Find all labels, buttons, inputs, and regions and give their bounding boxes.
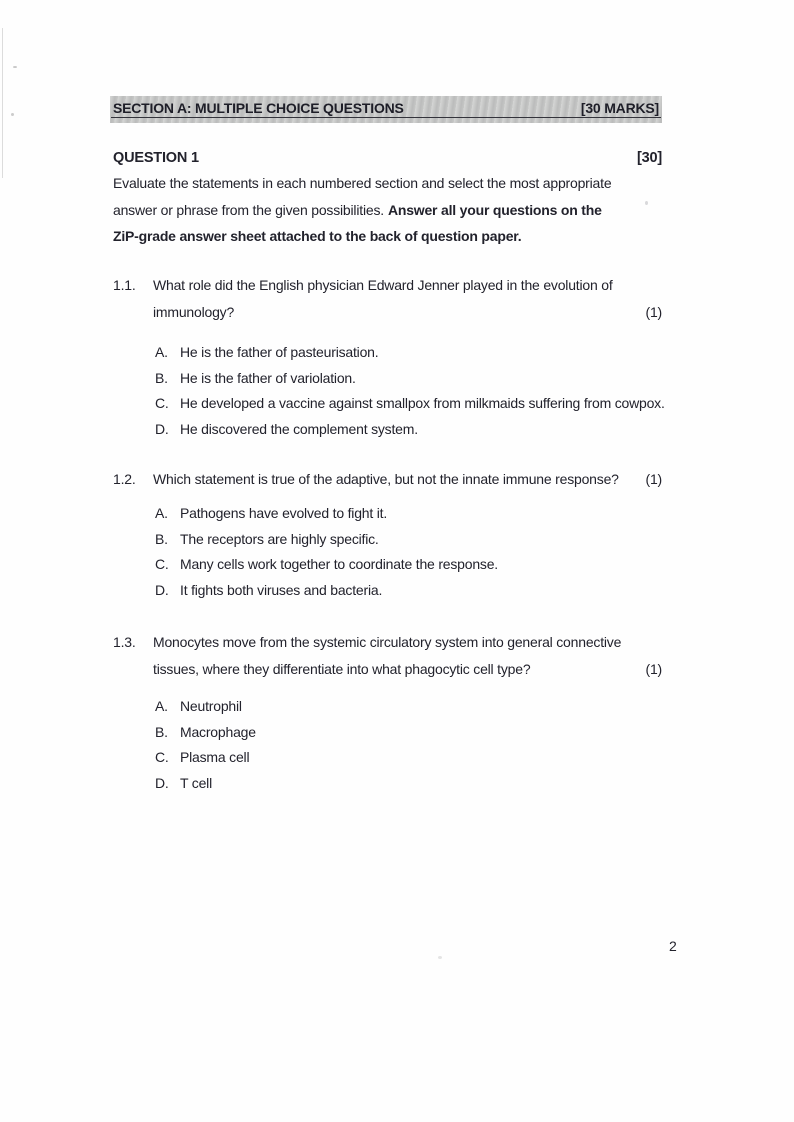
option-c bbox=[155, 552, 662, 578]
option-letter: C. bbox=[155, 749, 169, 766]
option-letter: C. bbox=[155, 395, 169, 412]
option-d bbox=[155, 771, 662, 797]
question-marks: (1) bbox=[645, 304, 662, 320]
option-text: He developed a vaccine against smallpox from milkmaids suffering from cowpox. bbox=[180, 395, 665, 412]
instructions-text: Evaluate the statements in each numbered section and select the most appropriate bbox=[113, 175, 612, 191]
question-text-line bbox=[113, 299, 662, 326]
option-b bbox=[155, 366, 662, 392]
section-marks: [30 MARKS] bbox=[580, 100, 659, 116]
question1-heading-row bbox=[113, 145, 662, 172]
option-letter: D. bbox=[155, 421, 169, 438]
question-text-line bbox=[113, 272, 662, 299]
instructions-text: answer or phrase from the given possibilities. bbox=[113, 201, 384, 218]
question-text: Which statement is true of the adaptive, but not the innate immune response? bbox=[153, 471, 619, 487]
question1-heading-marks: [30] bbox=[637, 150, 662, 166]
option-letter: C. bbox=[155, 556, 169, 573]
question-number: 1.2. bbox=[113, 471, 136, 487]
question-1-1 bbox=[113, 272, 665, 443]
scan-speck bbox=[11, 113, 14, 116]
options-list bbox=[113, 501, 662, 604]
question-text-line bbox=[113, 629, 662, 656]
section-header-bar bbox=[110, 96, 662, 123]
option-letter: B. bbox=[155, 723, 168, 740]
scan-edge-line bbox=[2, 28, 3, 178]
question-text: immunology? bbox=[153, 304, 235, 320]
page-number: 2 bbox=[669, 938, 677, 954]
option-text: T cell bbox=[180, 775, 212, 792]
question-text-line bbox=[113, 656, 662, 683]
option-letter: A. bbox=[155, 344, 168, 360]
question-text: What role did the English physician Edward Jenner played in the evolution of bbox=[153, 277, 613, 293]
option-b bbox=[155, 527, 662, 553]
question-marks: (1) bbox=[645, 661, 662, 677]
option-a bbox=[155, 694, 662, 720]
section-title: SECTION A: MULTIPLE CHOICE QUESTIONS bbox=[113, 100, 404, 116]
option-text: He is the father of pasteurisation. bbox=[180, 344, 379, 360]
scan-speck bbox=[13, 66, 17, 68]
option-text: Pathogens have evolved to fight it. bbox=[180, 505, 388, 521]
option-letter: B. bbox=[155, 369, 168, 386]
option-a bbox=[155, 501, 662, 527]
option-d bbox=[155, 578, 662, 604]
option-letter: B. bbox=[155, 530, 168, 547]
question-number: 1.3. bbox=[113, 634, 136, 650]
option-text: Many cells work together to coordinate the response. bbox=[180, 556, 498, 573]
options-list bbox=[113, 694, 662, 797]
instructions-line-2 bbox=[113, 197, 662, 224]
instructions-line-3 bbox=[113, 223, 662, 250]
question-1-2 bbox=[113, 466, 662, 604]
option-text: He is the father of variolation. bbox=[180, 369, 356, 386]
question-marks: (1) bbox=[645, 471, 662, 487]
section-header-inner bbox=[111, 96, 661, 118]
option-b bbox=[155, 720, 662, 746]
question1-heading: QUESTION 1 bbox=[113, 150, 199, 166]
option-letter: D. bbox=[155, 582, 169, 599]
instructions bbox=[113, 170, 662, 250]
question-number: 1.1. bbox=[113, 277, 136, 293]
question-text-line bbox=[113, 466, 662, 493]
scan-speck bbox=[438, 956, 442, 959]
question-text: Monocytes move from the systemic circulatory system into general connective bbox=[153, 634, 622, 650]
option-letter: A. bbox=[155, 505, 168, 521]
options-list bbox=[113, 340, 665, 443]
option-text: It fights both viruses and bacteria. bbox=[180, 582, 383, 599]
option-a bbox=[155, 340, 662, 366]
option-letter: D. bbox=[155, 775, 169, 792]
option-text: The receptors are highly specific. bbox=[180, 530, 379, 547]
option-text: Macrophage bbox=[180, 723, 256, 740]
instructions-bold-text: ZiP-grade answer sheet attached to the back of question paper. bbox=[113, 228, 522, 244]
question-text: tissues, where they differentiate into what phagocytic cell type? bbox=[153, 661, 531, 677]
option-letter: A. bbox=[155, 698, 168, 714]
option-d bbox=[155, 417, 662, 443]
option-c bbox=[155, 391, 665, 417]
option-text: He discovered the complement system. bbox=[180, 421, 418, 438]
option-text: Neutrophil bbox=[180, 698, 242, 714]
instructions-bold-text: Answer all your questions on the bbox=[387, 201, 602, 218]
instructions-line-1 bbox=[113, 170, 662, 197]
option-c bbox=[155, 745, 662, 771]
option-text: Plasma cell bbox=[180, 749, 250, 766]
question-1-3 bbox=[113, 629, 662, 797]
